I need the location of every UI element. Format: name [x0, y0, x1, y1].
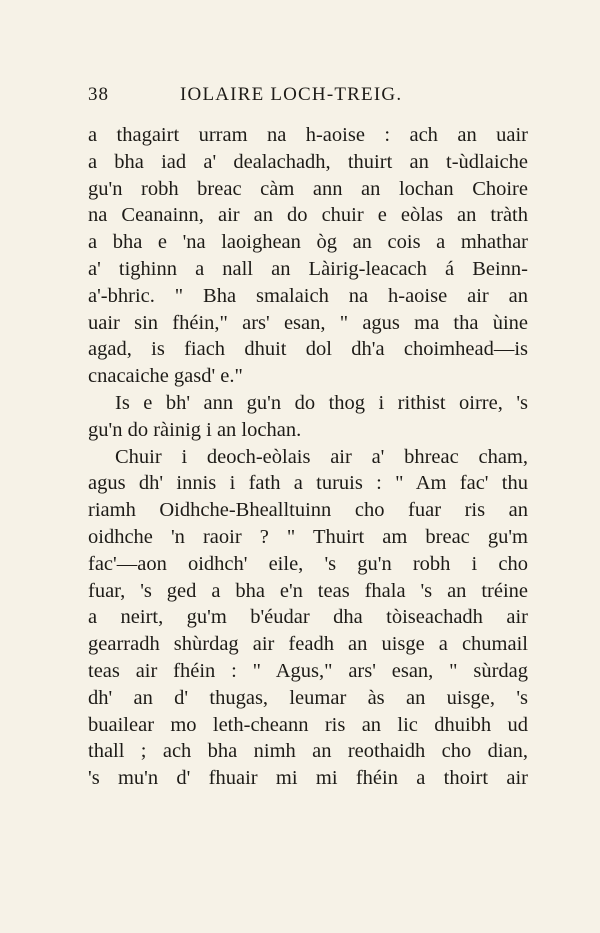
text-line: a neirt, gu'm b'éudar dha tòiseachadh air	[88, 606, 528, 629]
text-line: riamh Oidhche-Bhealltuinn cho fuar ris an	[88, 499, 528, 522]
page-header	[88, 84, 528, 114]
text-line: Chuir i deoch-eòlais air a' bhreac cham,	[115, 445, 528, 468]
text-line: fuar, 's ged a bha e'n teas fhala 's an tréine	[88, 579, 528, 602]
text-line: thall ; ach bha nimh an reothaidh cho dian,	[88, 740, 528, 763]
text-line: buailear mo leth-cheann ris an lic dhuibh ud	[88, 713, 528, 736]
text-line: na Ceanainn, air an do chuir e eòlas an tràth	[88, 204, 528, 227]
text-line: gearradh shùrdag air feadh an uisge a chumail	[88, 633, 528, 656]
text-line: gu'n do ràinig i an lochan.	[88, 418, 302, 441]
text-line: fac'—aon oidhch' eile, 's gu'n robh i cho	[88, 552, 528, 575]
text-line: dh' an d' thugas, leumar às an uisge, 's	[88, 686, 528, 709]
text-line: gu'n robh breac càm ann an lochan Choire	[88, 177, 528, 200]
text-line: a thagairt urram na h-aoise : ach an uair	[88, 124, 528, 146]
page-number: 38	[88, 84, 109, 105]
text-line: agus dh' innis i fath a turuis : " Am fac' thu	[88, 472, 528, 495]
text-line: a' tighinn a nall an Làirig-leacach á Beinn-	[88, 257, 528, 280]
text-line: uair sin fhéin," ars' esan, " agus ma tha ùine	[88, 311, 528, 334]
text-line: teas air fhéin : " Agus," ars' esan, " sùrdag	[88, 659, 528, 682]
text-line: Is e bh' ann gu'n do thog i rithist oirre, 's	[115, 391, 528, 414]
text-line: oidhche 'n raoir ? " Thuirt am breac gu'm	[88, 525, 528, 548]
text-line: a bha e 'na laoighean òg an cois a mhathar	[88, 231, 528, 254]
text-line: a'-bhric. " Bha smalaich na h-aoise air an	[88, 284, 528, 307]
running-title: IOLAIRE LOCH-TREIG.	[180, 84, 403, 105]
text-line: 's mu'n d' fhuair mi mi fhéin a thoirt air	[88, 767, 528, 790]
text-line: a bha iad a' dealachadh, thuirt an t-ùdlaiche	[88, 150, 528, 173]
text-line: cnacaiche gasd' e."	[88, 365, 243, 388]
body-text	[88, 122, 528, 792]
text-line: agad, is fiach dhuit dol dh'a choimhead—is	[88, 338, 528, 361]
